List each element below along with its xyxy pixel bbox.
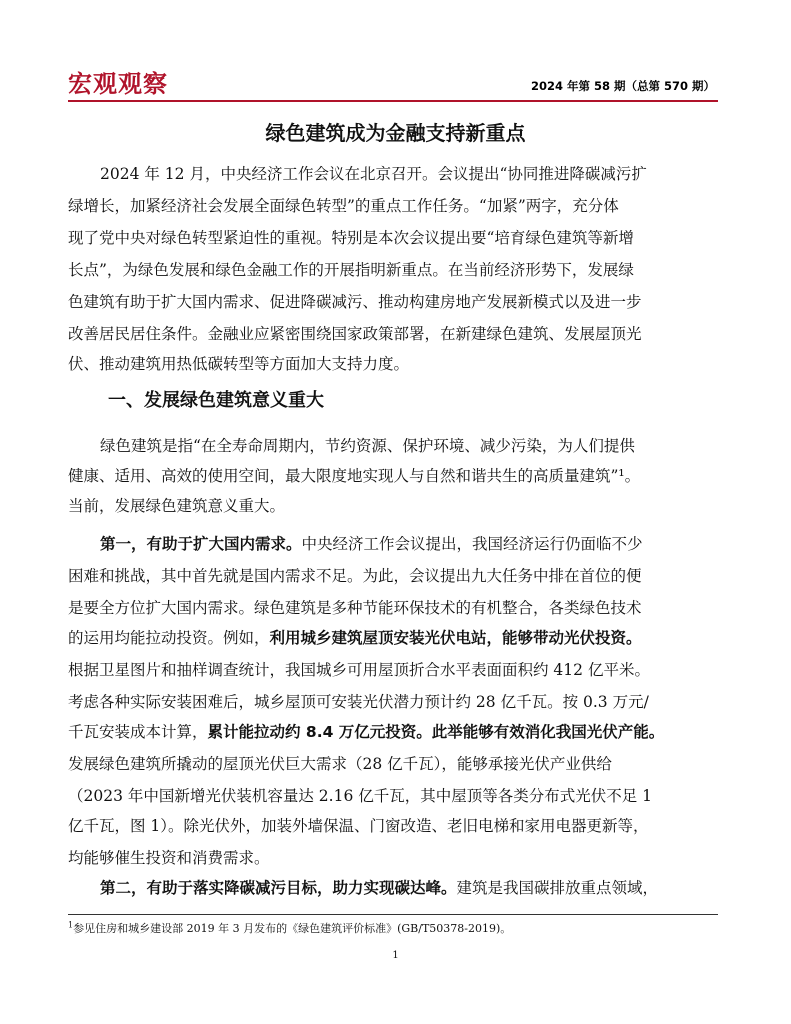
second-point-lead: 第二，有助于落实降碳减污目标，助力实现碳达峰。	[100, 879, 457, 897]
footnote-text: 参见住房和城乡建设部 2019 年 3 月发布的《绿色建筑评价标准》(GB/T50378-2019)。	[73, 922, 512, 935]
paragraph-line: （2023 年中国新增光伏装机容量达 2.16 亿千瓦，其中屋顶等各类分布式光伏不足 1	[68, 787, 653, 805]
paragraph-line	[68, 628, 724, 648]
paragraph-line: 考虑各种实际安装困难后，城乡屋顶可安装光伏潜力预计约 28 亿千瓦。按 0.3 万元/	[68, 693, 649, 711]
paragraph-line: 发展绿色建筑所撬动的屋顶光伏巨大需求（28 亿千瓦），能够承接光伏产业供给	[68, 755, 612, 773]
paragraph-text: 千瓦安装成本计算，	[68, 723, 208, 741]
publication-brand: 宏观观察	[68, 70, 168, 98]
paragraph-line: 长点”，为绿色发展和绿色金融工作的开展指明新重点。在当前经济形势下，发展绿	[68, 261, 634, 279]
paragraph-line: 绿增长，加紧经济社会发展全面绿色转型”的重点工作任务。“加紧”两字，充分体	[68, 197, 619, 215]
paragraph-line: 均能够催生投资和消费需求。	[68, 849, 270, 867]
paragraph-line	[100, 534, 724, 554]
section-heading: 一、发展绿色建筑意义重大	[108, 390, 324, 411]
paragraph-line: 健康、适用、高效的使用空间，最大限度地实现人与自然和谐共生的高质量建筑”¹。	[68, 467, 641, 485]
paragraph-text: 中央经济工作会议提出，我国经济运行仍面临不少	[301, 535, 643, 553]
emphasis-text: 累计能拉动约 8.4 万亿元投资。此举能够有效消化我国光伏产能。	[207, 723, 665, 741]
paragraph-line: 亿千瓦，图 1）。除光伏外，加装外墙保温、门窗改造、老旧电梯和家用电器更新等，	[68, 817, 649, 835]
paragraph-line: 伏、推动建筑用热低碳转型等方面加大支持力度。	[68, 355, 410, 373]
issue-number: 2024 年第 58 期（总第 570 期）	[530, 79, 715, 93]
paragraph-line: 根据卫星图片和抽样调查统计，我国城乡可用屋顶折合水平表面面积约 412 亿平米。	[68, 661, 650, 679]
paragraph-text: 的运用均能拉动投资。例如，	[68, 629, 270, 647]
page-number: 1	[392, 950, 399, 961]
second-point-paragraph	[100, 878, 724, 898]
footnote-divider	[68, 914, 718, 915]
header-divider	[68, 100, 718, 102]
paragraph-line: 困难和挑战，其中首先就是国内需求不足。为此，会议提出九大任务中排在首位的便	[68, 567, 642, 585]
first-point-lead: 第一，有助于扩大国内需求。	[100, 535, 302, 553]
paragraph-line: 2024 年 12 月，中央经济工作会议在北京召开。会议提出“协同推进降碳减污扩	[100, 165, 647, 183]
footnote-mark: 1	[68, 920, 74, 930]
article-title: 绿色建筑成为金融支持新重点	[265, 121, 526, 145]
paragraph-line: 现了党中央对绿色转型紧迫性的重视。特别是本次会议提出要“培育绿色建筑等新增	[68, 229, 634, 247]
paragraph-line: 绿色建筑是指“在全寿命周期内，节约资源、保护环境、减少污染，为人们提供	[100, 437, 635, 455]
paragraph-line: 色建筑有助于扩大国内需求、促进降碳减污、推动构建房地产发展新模式以及进一步	[68, 293, 642, 311]
paragraph-line	[68, 722, 724, 742]
paragraph-text: 建筑是我国碳排放重点领域，	[456, 879, 659, 897]
paragraph-line: 是要全方位扩大国内需求。绿色建筑是多种节能环保技术的有机整合，各类绿色技术	[68, 599, 642, 617]
emphasis-text: 利用城乡建筑屋顶安装光伏电站，能够带动光伏投资。	[269, 629, 642, 647]
paragraph-line: 改善居民居住条件。金融业应紧密围绕国家政策部署，在新建绿色建筑、发展屋顶光	[68, 325, 642, 343]
paragraph-line: 当前，发展绿色建筑意义重大。	[68, 497, 286, 515]
footnote	[68, 920, 511, 936]
